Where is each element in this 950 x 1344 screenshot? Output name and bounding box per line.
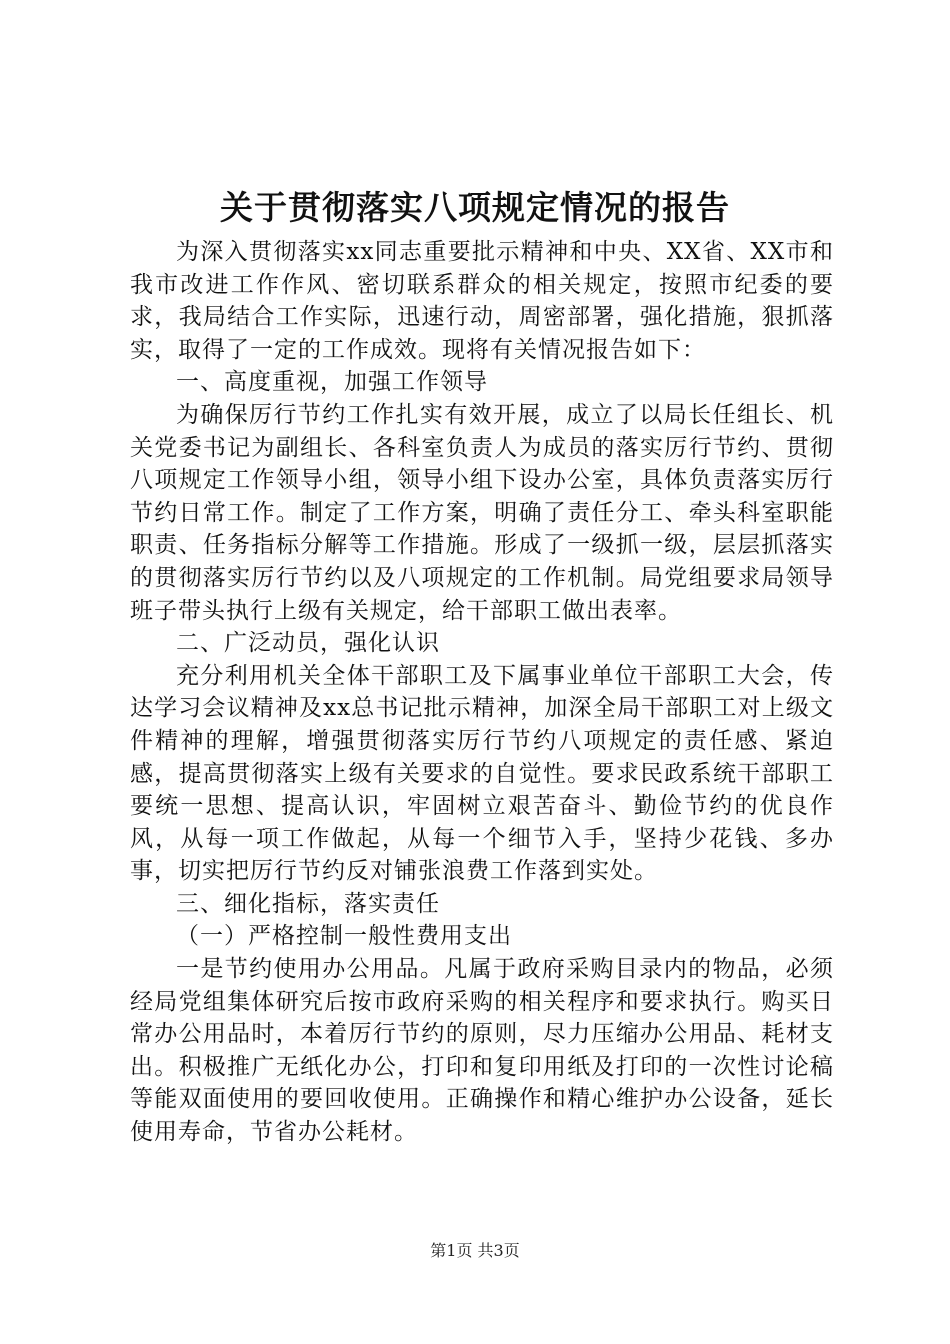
subsection-heading-1: （一）严格控制一般性费用支出: [176, 923, 512, 950]
document-title: 关于贯彻落实八项规定情况的报告: [220, 188, 730, 227]
section-heading-1: 一、高度重视，加强工作领导: [176, 369, 488, 396]
document-body: [130, 236, 834, 1149]
section-heading-2: 二、广泛动员，强化认识: [176, 630, 440, 657]
intro-paragraph: 为深入贯彻落实xx同志重要批示精神和中央、XX省、XX市和我市改进工作作风、密切联系群众的相关规定，按照市纪委的要求，我局结合工作实际，迅速行动，周密部署，强化措施，狠抓落实，取得了一定的工作成效。现将有关情况报告如下：: [130, 239, 834, 363]
subsection-1-paragraph: 一是节约使用办公用品。凡属于政府采购目录内的物品，必须经局党组集体研究后按市政府采购的相关程序和要求执行。购买日常办公用品时，本着厉行节约的原则，尽力压缩办公用品、耗材支出。积极推广无纸化办公，打印和复印用纸及打印的一次性讨论稿等能双面使用的要回收使用。正确操作和精心维护办公设备，延长使用寿命，节省办公耗材。: [130, 956, 834, 1146]
page-footer: 第1页 共3页: [430, 1241, 520, 1260]
section-1-paragraph: 为确保厉行节约工作扎实有效开展，成立了以局长任组长、机关党委书记为副组长、各科室负责人为成员的落实厉行节约、贯彻八项规定工作领导小组，领导小组下设办公室，具体负责落实厉行节约日常工作。制定了工作方案，明确了责任分工、牵头科室职能职责、任务指标分解等工作措施。形成了一级抓一级，层层抓落实的贯彻落实厉行节约以及八项规定的工作机制。局党组要求局领导班子带头执行上级有关规定，给干部职工做出表率。: [130, 401, 834, 624]
section-2-paragraph: 充分利用机关全体干部职工及下属事业单位干部职工大会，传达学习会议精神及xx总书记批示精神，加深全局干部职工对上级文件精神的理解，增强贯彻落实厉行节约八项规定的责任感、紧迫感，提高贯彻落实上级有关要求的自觉性。要求民政系统干部职工要统一思想、提高认识，牢固树立艰苦奋斗、勤俭节约的优良作风，从每一项工作做起，从每一个细节入手，坚持少花钱、多办事，切实把厉行节约反对铺张浪费工作落到实处。: [130, 662, 834, 885]
section-heading-3: 三、细化指标，落实责任: [176, 890, 440, 917]
